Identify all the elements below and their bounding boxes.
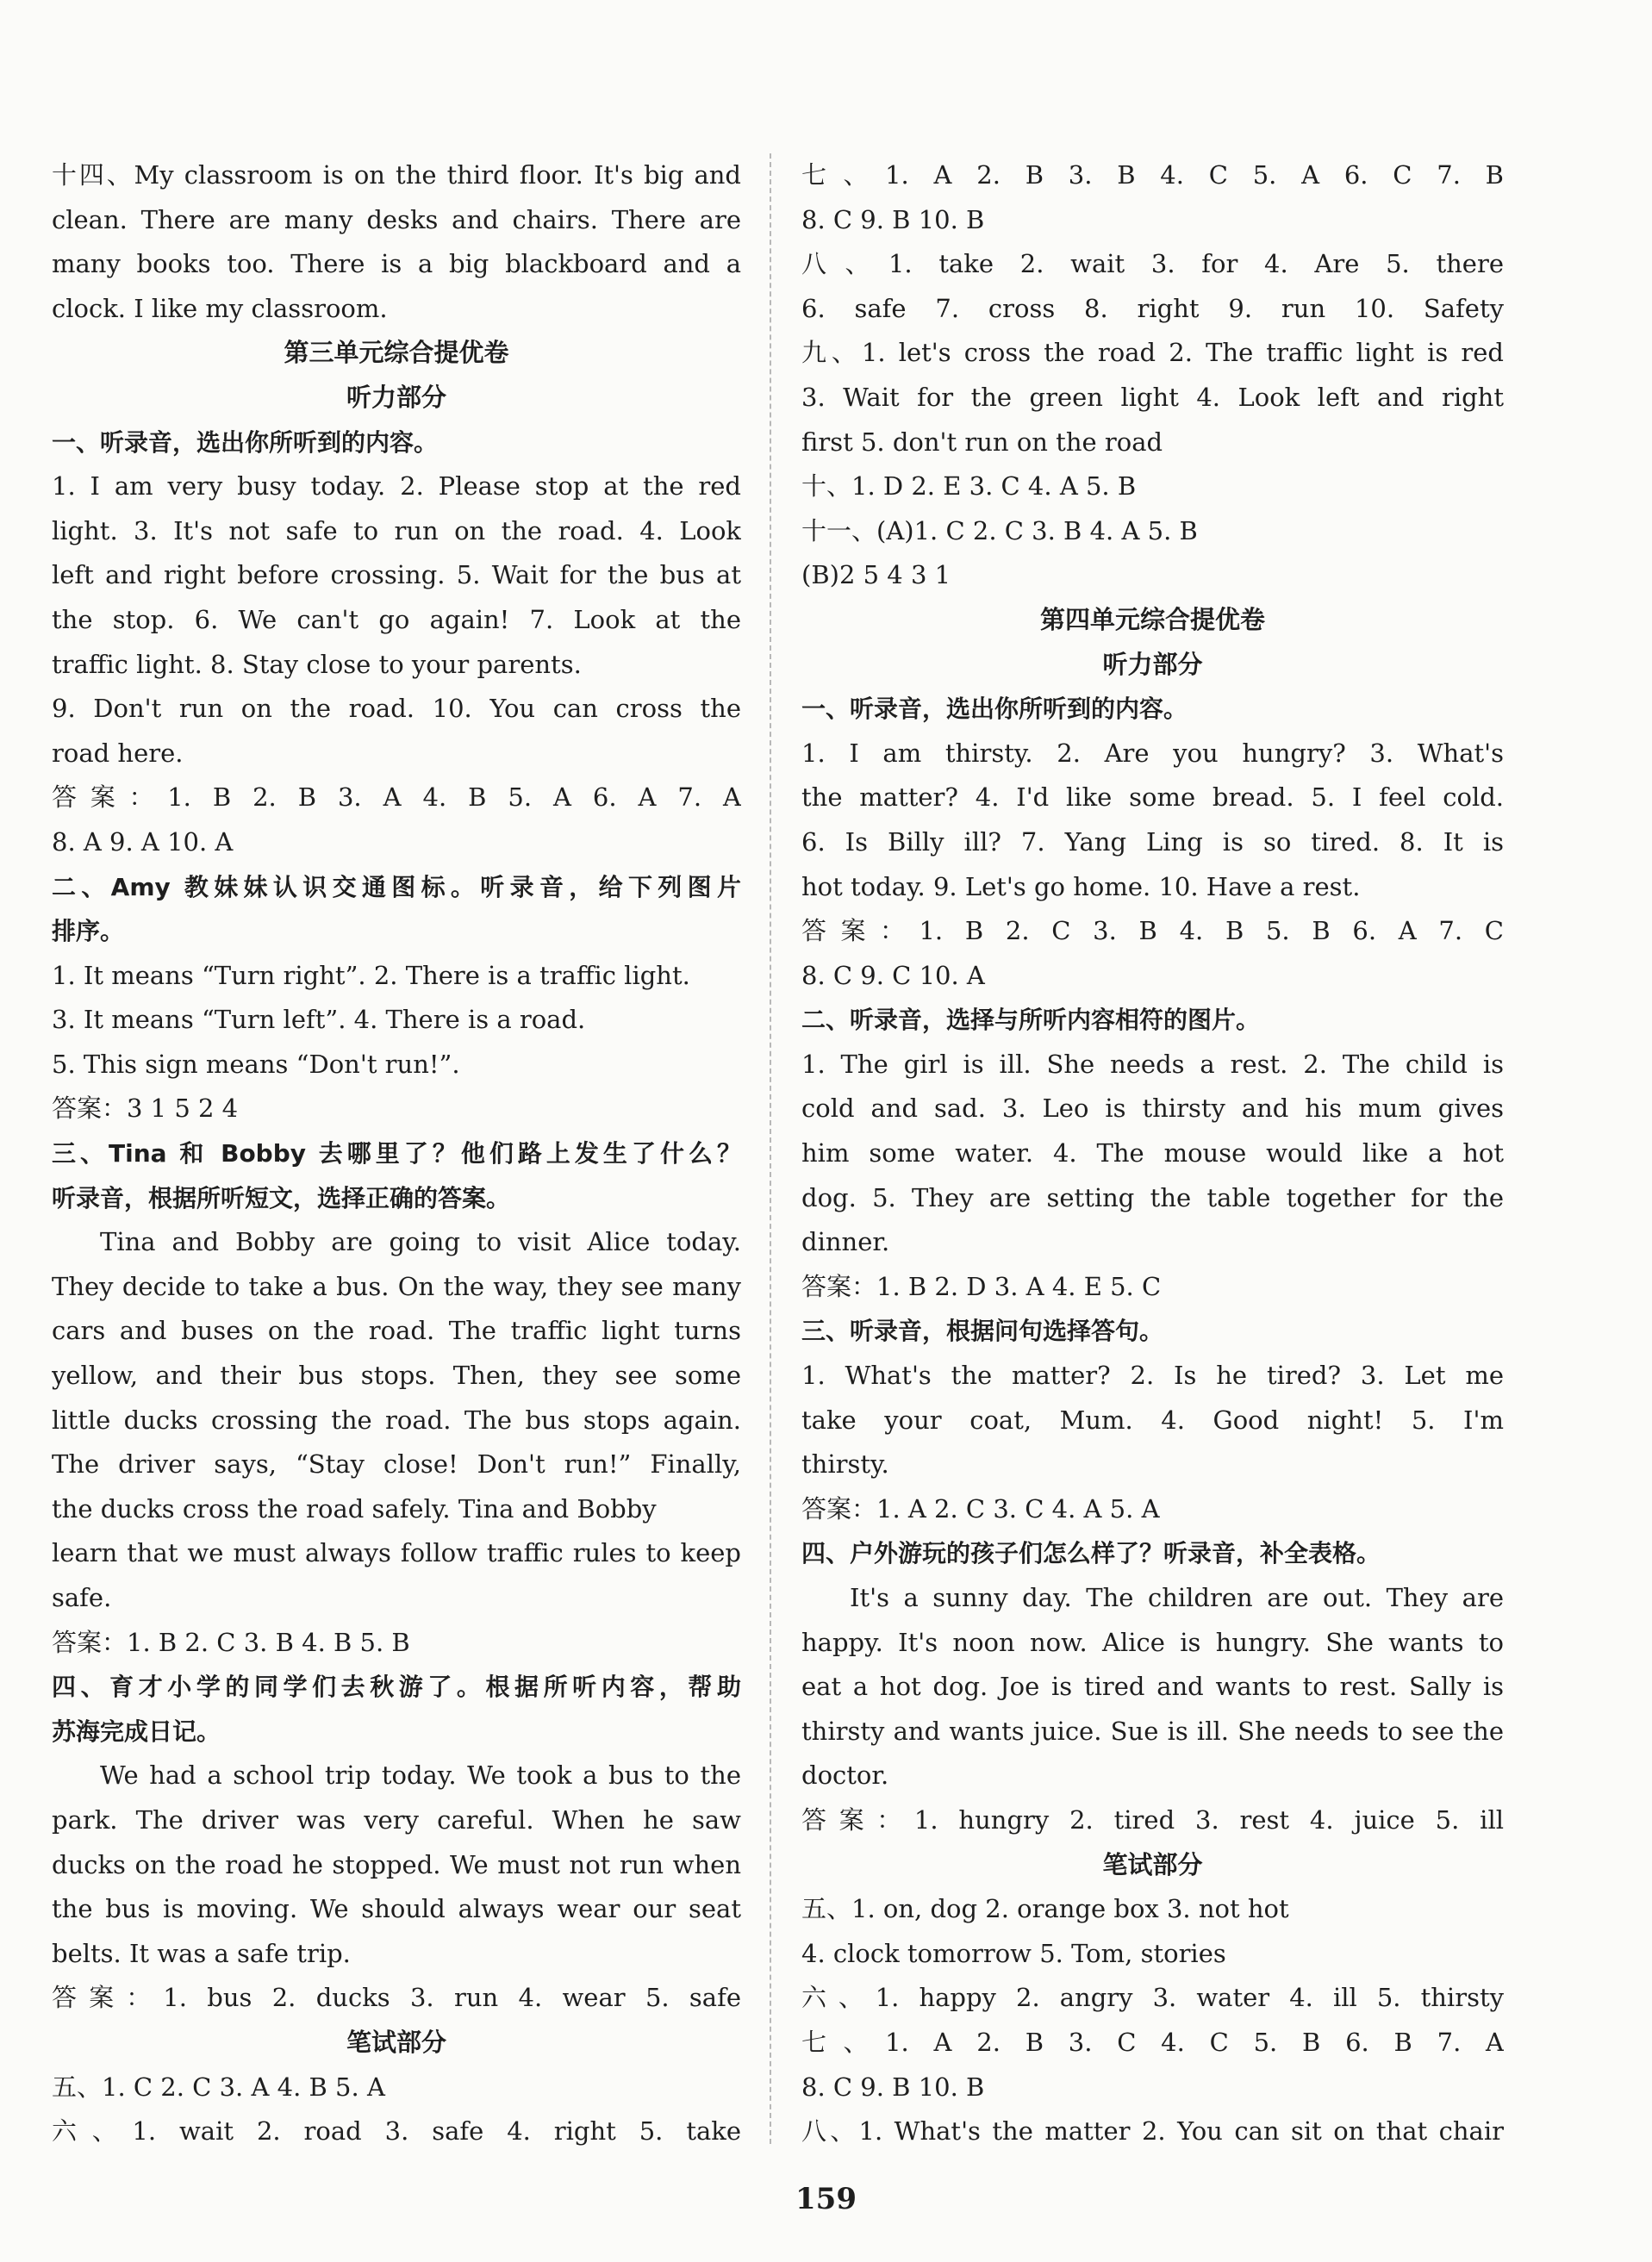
right-column-line: 七、1. A 2. B 3. B 4. C 5. A 6. C 7. B (801, 160, 1504, 190)
right-column-line: 七、1. A 2. B 3. C 4. C 5. B 6. B 7. A (801, 2027, 1504, 2057)
right-column-line: 九、1. let's cross the road 2. The traffic light is red (801, 338, 1504, 368)
left-column-line: clock. I like my classroom. (52, 293, 388, 323)
right-column-line: 十一、(A)1. C 2. C 3. B 4. A 5. B (801, 515, 1198, 545)
right-column-line: (B)2 5 4 3 1 (801, 560, 951, 590)
right-column-line: cold and sad. 3. Leo is thirsty and his mum gives (801, 1094, 1504, 1124)
left-column-line: 一、听录音，选出你所听到的内容。 (52, 427, 439, 457)
left-column (52, 153, 741, 2154)
right-column-line: 6. safe 7. cross 8. right 9. run 10. Safety (801, 293, 1504, 323)
left-column-line: safe. (52, 1583, 112, 1612)
left-column-line: 8. A 9. A 10. A (52, 826, 234, 857)
right-column-line: happy. It's noon now. Alice is hungry. She wants to (801, 1627, 1504, 1657)
column-divider (770, 153, 771, 2144)
right-column-line: 6. Is Billy ill? 7. Yang Ling is so tired. 8. It is (801, 826, 1504, 857)
left-column-line: many books too. There is a big blackboard and a (52, 249, 741, 279)
right-column-line: 第四单元综合提优卷 (1039, 604, 1265, 634)
left-column-line: 3. It means “Turn left”. 4. There is a road. (52, 1005, 586, 1035)
right-column-line: 二、听录音，选择与所听内容相符的图片。 (801, 1006, 1261, 1035)
left-column-line: the ducks cross the road safely. Tina and Bobby (52, 1493, 657, 1524)
right-column-line: eat a hot dog. Joe is tired and wants to rest. Sally is (801, 1672, 1504, 1702)
right-column-line: 八、1. What's the matter 2. You can sit on that chair (801, 2116, 1504, 2147)
right-column-line: 1. The girl is ill. She needs a rest. 2. The child is (801, 1049, 1504, 1079)
right-column-line: first 5. don't run on the road (801, 427, 1163, 457)
right-column-line: 答案：1. hungry 2. tired 3. rest 4. juice 5. ill (801, 1804, 1504, 1835)
left-column-line: belts. It was a safe trip. (52, 1938, 351, 1968)
left-column-line: 答案：1. B 2. C 3. B 4. B 5. B (52, 1627, 410, 1657)
right-column-line: 笔试部分 (1102, 1849, 1203, 1879)
left-column-line: 1. I am very busy today. 2. Please stop at the red (52, 471, 741, 502)
right-column-line: 听力部分 (1102, 649, 1203, 679)
left-column-line: park. The driver was very careful. When he saw (52, 1804, 741, 1835)
right-column-line: 3. Wait for the green light 4. Look left and right (801, 382, 1504, 412)
left-column-line: 五、1. C 2. C 3. A 4. B 5. A (52, 2072, 385, 2102)
right-column-line: 四、户外游玩的孩子们怎么样了？听录音，补全表格。 (801, 1539, 1381, 1568)
left-column-line: left and right before crossing. 5. Wait for the bus at (52, 560, 741, 590)
left-column-line: clean. There are many desks and chairs. There are (52, 204, 741, 234)
left-column-line: cars and buses on the road. The traffic light turns (52, 1316, 741, 1346)
left-column-line: 1. It means “Turn right”. 2. There is a traffic light. (52, 960, 690, 990)
right-column-line: dinner. (801, 1227, 890, 1257)
right-column-line: 十、1. D 2. E 3. C 4. A 5. B (801, 471, 1137, 502)
right-column-line: 答案：1. A 2. C 3. C 4. A 5. A (801, 1493, 1160, 1524)
left-column-line: the stop. 6. We can't go again! 7. Look at the (52, 604, 741, 634)
left-column-line: the bus is moving. We should always wear our seat (52, 1894, 741, 1924)
right-column-line: the matter? 4. I'd like some bread. 5. I feel cold. (801, 782, 1504, 813)
left-column-line: 答案：1. B 2. B 3. A 4. B 5. A 6. A 7. A (52, 782, 741, 813)
left-column-line: 笔试部分 (346, 2027, 446, 2057)
right-column-line: 1. What's the matter? 2. Is he tired? 3. Let me (801, 1361, 1504, 1391)
right-column-line: dog. 5. They are setting the table together for the (801, 1182, 1504, 1212)
page-number: 159 (795, 2182, 857, 2216)
left-column-line: They decide to take a bus. On the way, they see many (52, 1271, 741, 1301)
right-column-line: 六、1. happy 2. angry 3. water 4. ill 5. thirsty (801, 1983, 1504, 2013)
left-column-line: 二、Amy 教妹妹认识交通图标。听录音，给下列图片 (52, 872, 741, 901)
right-column-line: doctor. (801, 1760, 889, 1791)
right-column-line: 三、听录音，根据问句选择答句。 (801, 1317, 1164, 1346)
right-column-line: 答案：1. B 2. C 3. B 4. B 5. B 6. A 7. C (801, 916, 1504, 946)
right-column-line: thirsty and wants juice. Sue is ill. She needs to see the (801, 1716, 1504, 1746)
right-column (801, 153, 1504, 2154)
right-column-line: 一、听录音，选出你所听到的内容。 (801, 695, 1188, 724)
left-column-line: road here. (52, 738, 184, 768)
left-column-line: learn that we must always follow traffic rules to keep (52, 1538, 741, 1568)
left-column-line: 苏海完成日记。 (52, 1717, 221, 1746)
left-column-line: 四、育才小学的同学们去秋游了。根据所听内容，帮助 (52, 1673, 741, 1702)
left-column-line: 5. This sign means “Don't run!”. (52, 1049, 460, 1079)
right-column-line: him some water. 4. The mouse would like a hot (801, 1138, 1504, 1168)
left-column-line: 排序。 (52, 917, 125, 946)
right-column-line: 1. I am thirsty. 2. Are you hungry? 3. What's (801, 738, 1504, 768)
right-column-line: take your coat, Mum. 4. Good night! 5. I'm (801, 1405, 1504, 1435)
right-column-line: 4. clock tomorrow 5. Tom, stories (801, 1938, 1226, 1968)
left-column-line: 答案：3 1 5 2 4 (52, 1094, 239, 1124)
left-column-line: 三、Tina 和 Bobby 去哪里了？他们路上发生了什么？ (52, 1139, 741, 1168)
right-column-line: 答案：1. B 2. D 3. A 4. E 5. C (801, 1271, 1162, 1301)
left-column-line: We had a school trip today. We took a bus to the (100, 1760, 741, 1791)
left-column-line: yellow, and their bus stops. Then, they see some (52, 1361, 741, 1391)
left-column-line: 第三单元综合提优卷 (284, 338, 509, 368)
right-column-line: 8. C 9. B 10. B (801, 204, 985, 234)
right-column-line: 五、1. on, dog 2. orange box 3. not hot (801, 1894, 1289, 1924)
right-column-line: 8. C 9. C 10. A (801, 960, 985, 990)
right-column-line: It's a sunny day. The children are out. They are (850, 1583, 1504, 1612)
left-column-line: 六、1. wait 2. road 3. safe 4. right 5. take (52, 2116, 741, 2147)
left-column-line: light. 3. It's not safe to run on the road. 4. Look (52, 515, 741, 545)
right-column-line: thirsty. (801, 1449, 889, 1480)
right-column-line: 八、1. take 2. wait 3. for 4. Are 5. there (801, 249, 1504, 279)
left-column-line: 十四、My classroom is on the third floor. It's big and (52, 160, 741, 190)
left-column-line: ducks on the road he stopped. We must not run when (52, 1849, 741, 1879)
right-column-line: 8. C 9. B 10. B (801, 2072, 985, 2102)
left-column-line: 听力部分 (346, 382, 446, 412)
left-column-line: little ducks crossing the road. The bus stops again. (52, 1405, 741, 1435)
left-column-line: 听录音，根据所听短文，选择正确的答案。 (52, 1183, 511, 1212)
left-column-line: Tina and Bobby are going to visit Alice today. (100, 1227, 741, 1257)
left-column-line: The driver says, “Stay close! Don't run!” Finally, (52, 1449, 741, 1480)
left-column-line: 答案：1. bus 2. ducks 3. run 4. wear 5. safe (52, 1983, 741, 2013)
left-column-line: 9. Don't run on the road. 10. You can cross the (52, 694, 741, 724)
left-column-line: traffic light. 8. Stay close to your parents. (52, 649, 582, 679)
right-column-line: hot today. 9. Let's go home. 10. Have a rest. (801, 871, 1361, 901)
